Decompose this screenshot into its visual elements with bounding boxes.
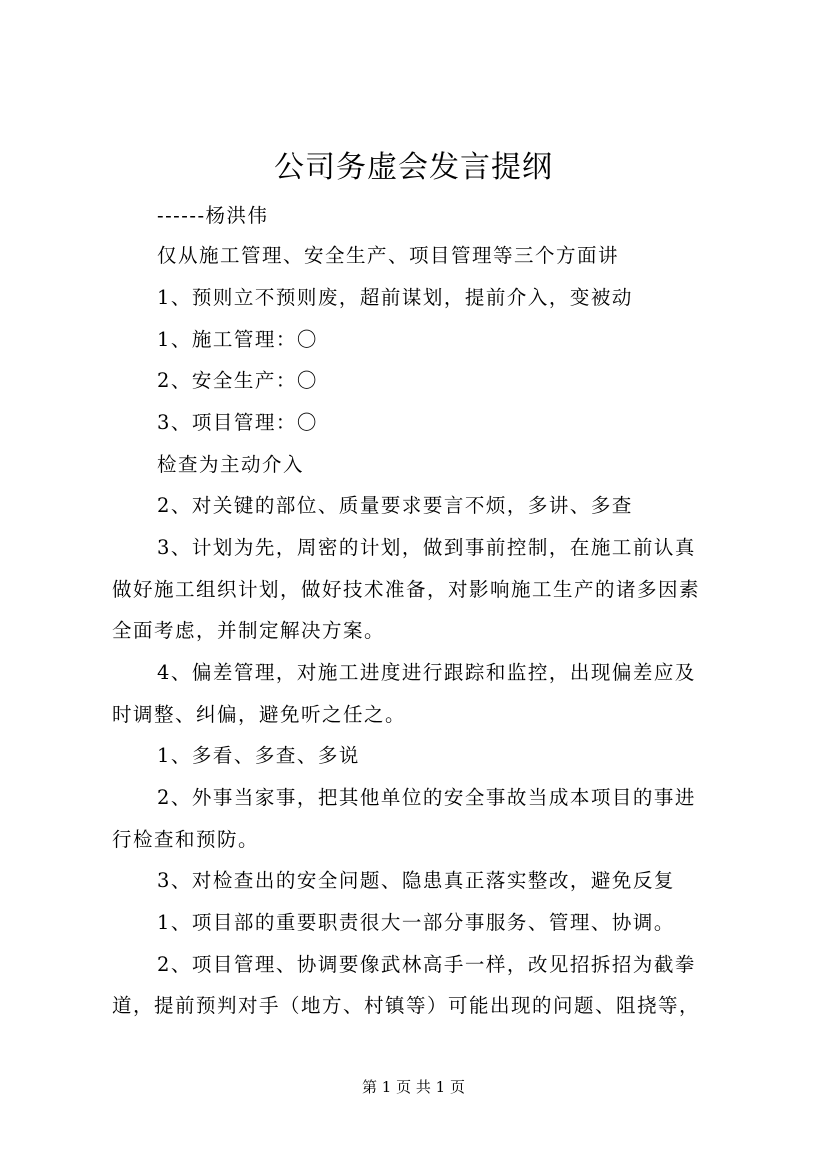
paragraph-line: 4、偏差管理，对施工进度进行跟踪和监控，出现偏差应及 — [157, 661, 696, 684]
paragraph-line: 行检查和预防。 — [112, 828, 260, 851]
paragraph-line: 仅从施工管理、安全生产、项目管理等三个方面讲 — [157, 244, 620, 267]
paragraph-line: 2、项目管理、协调要像武林高手一样，改见招拆招为截拳 — [157, 953, 696, 976]
paragraph-line: 做好施工组织计划，做好技术准备，对影响施工生产的诸多因素 — [112, 578, 701, 601]
paragraph-line: 时调整、纠偏，避免听之任之。 — [112, 703, 407, 726]
paragraph-line: 3、项目管理：〇 — [157, 411, 318, 434]
paragraph-line: 3、计划为先，周密的计划，做到事前控制，在施工前认真 — [157, 536, 696, 559]
paragraph-line: 1、项目部的重要职责很大一部分事服务、管理、协调。 — [157, 911, 675, 934]
paragraph-line: 1、预则立不预则废，超前谋划，提前介入，变被动 — [157, 286, 633, 309]
paragraph-line: 全面考虑，并制定解决方案。 — [112, 619, 386, 642]
page-footer: 第 1 页 共 1 页 — [362, 1078, 465, 1096]
paragraph-line: 检查为主动介入 — [157, 453, 305, 476]
paragraph-line: 2、安全生产：〇 — [157, 369, 318, 392]
paragraph-line: 道，提前预判对手（地方、村镇等）可能出现的问题、阻挠等， — [112, 994, 701, 1017]
author-line: ------杨洪伟 — [157, 204, 269, 227]
paragraph-line: 2、外事当家事，把其他单位的安全事故当成本项目的事进 — [157, 786, 696, 809]
document-title: 公司务虚会发言提纲 — [274, 150, 553, 185]
paragraph-line: 3、对检查出的安全问题、隐患真正落实整改，避免反复 — [157, 869, 675, 892]
paragraph-line: 1、施工管理：〇 — [157, 328, 318, 351]
paragraph-line: 2、对关键的部位、质量要求要言不烦，多讲、多查 — [157, 494, 633, 517]
paragraph-line: 1、多看、多查、多说 — [157, 744, 360, 767]
